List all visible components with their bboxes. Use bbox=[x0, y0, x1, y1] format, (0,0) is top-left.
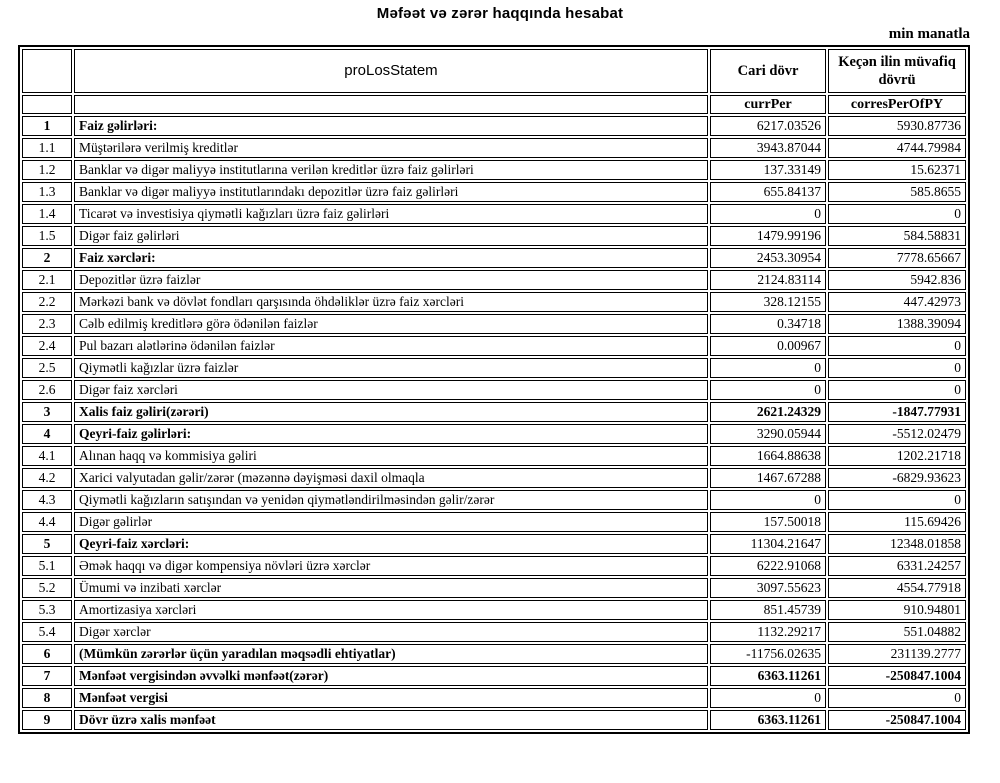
current-period-value: 6217.03526 bbox=[710, 116, 826, 136]
table-row bbox=[22, 490, 966, 510]
table-row bbox=[22, 710, 966, 730]
row-label-cell: Cəlb edilmiş kreditlərə görə ödənilən faizlər bbox=[74, 314, 708, 334]
previous-period-value: 585.8655 bbox=[828, 182, 966, 202]
row-label-cell: Mərkəzi bank və dövlət fondları qarşısında öhdəliklər üzrə faiz xərcləri bbox=[74, 292, 708, 312]
table-row bbox=[22, 622, 966, 642]
row-number-cell: 8 bbox=[22, 688, 72, 708]
row-label-cell: Xalis faiz gəliri(zərəri) bbox=[74, 402, 708, 422]
row-label-cell: Faiz gəlirləri: bbox=[74, 116, 708, 136]
table-row bbox=[22, 600, 966, 620]
current-period-value: 3943.87044 bbox=[710, 138, 826, 158]
current-period-value: 0.00967 bbox=[710, 336, 826, 356]
previous-period-value: 0 bbox=[828, 688, 966, 708]
current-period-value: 1467.67288 bbox=[710, 468, 826, 488]
row-label-cell: Faiz xərcləri: bbox=[74, 248, 708, 268]
row-label-cell: Pul bazarı alətlərinə ödənilən faizlər bbox=[74, 336, 708, 356]
table-row bbox=[22, 512, 966, 532]
row-label-cell: Digər faiz gəlirləri bbox=[74, 226, 708, 246]
row-number-cell: 2 bbox=[22, 248, 72, 268]
row-label-cell: Qiymətli kağızların satışından və yenidən qiymətləndirilməsindən gəlir/zərər bbox=[74, 490, 708, 510]
row-number-cell: 4 bbox=[22, 424, 72, 444]
table-row bbox=[22, 688, 966, 708]
table-row bbox=[22, 182, 966, 202]
previous-period-value: -250847.1004 bbox=[828, 710, 966, 730]
current-period-value: 137.33149 bbox=[710, 160, 826, 180]
current-period-value: 1479.99196 bbox=[710, 226, 826, 246]
table-row bbox=[22, 292, 966, 312]
table-row bbox=[22, 226, 966, 246]
current-period-value: 0 bbox=[710, 358, 826, 378]
current-period-value: 0.34718 bbox=[710, 314, 826, 334]
previous-period-value: 5942.836 bbox=[828, 270, 966, 290]
row-label-cell: Digər gəlirlər bbox=[74, 512, 708, 532]
table-row bbox=[22, 402, 966, 422]
row-label-cell: Depozitlər üzrə faizlər bbox=[74, 270, 708, 290]
previous-period-value: 5930.87736 bbox=[828, 116, 966, 136]
table-row bbox=[22, 336, 966, 356]
table-header-row bbox=[22, 49, 966, 93]
table-row bbox=[22, 468, 966, 488]
row-label-cell: Banklar və digər maliyyə institutlarına verilən kreditlər üzrə faiz gəlirləri bbox=[74, 160, 708, 180]
previous-period-value: 0 bbox=[828, 358, 966, 378]
table-row bbox=[22, 644, 966, 664]
row-number-cell: 9 bbox=[22, 710, 72, 730]
current-period-value: 0 bbox=[710, 490, 826, 510]
previous-period-value: 115.69426 bbox=[828, 512, 966, 532]
row-number-cell: 2.2 bbox=[22, 292, 72, 312]
table-row bbox=[22, 204, 966, 224]
row-number-cell: 3 bbox=[22, 402, 72, 422]
row-number-cell: 2.1 bbox=[22, 270, 72, 290]
row-label-cell: Banklar və digər maliyyə institutlarındakı depozitlər üzrə faiz gəlirləri bbox=[74, 182, 708, 202]
row-label-cell: Alınan haqq və kommisiya gəliri bbox=[74, 446, 708, 466]
previous-period-value: 6331.24257 bbox=[828, 556, 966, 576]
table-row bbox=[22, 314, 966, 334]
previous-period-value: 1202.21718 bbox=[828, 446, 966, 466]
row-label-cell: Ümumi və inzibati xərclər bbox=[74, 578, 708, 598]
table-row bbox=[22, 424, 966, 444]
row-label-cell: Mənfəət vergisi bbox=[74, 688, 708, 708]
row-number-cell: 2.5 bbox=[22, 358, 72, 378]
row-number-cell: 1.3 bbox=[22, 182, 72, 202]
row-number-cell: 1.5 bbox=[22, 226, 72, 246]
table-row bbox=[22, 446, 966, 466]
current-period-value: 851.45739 bbox=[710, 600, 826, 620]
row-number-cell: 1.4 bbox=[22, 204, 72, 224]
table-body bbox=[22, 116, 966, 730]
previous-period-value: -6829.93623 bbox=[828, 468, 966, 488]
current-period-value: 2453.30954 bbox=[710, 248, 826, 268]
header-previous-period-cell: Keçən ilin müvafiq dövrü bbox=[828, 49, 966, 93]
profit-loss-table bbox=[18, 45, 970, 734]
current-period-value: 0 bbox=[710, 204, 826, 224]
current-period-value: 157.50018 bbox=[710, 512, 826, 532]
row-label-cell: Dövr üzrə xalis mənfəət bbox=[74, 710, 708, 730]
table-row bbox=[22, 138, 966, 158]
row-label-cell: Mənfəət vergisindən əvvəlki mənfəət(zərər) bbox=[74, 666, 708, 686]
row-number-cell: 6 bbox=[22, 644, 72, 664]
row-label-cell: Əmək haqqı və digər kompensiya növləri üzrə xərclər bbox=[74, 556, 708, 576]
current-period-value: 3290.05944 bbox=[710, 424, 826, 444]
current-period-value: 328.12155 bbox=[710, 292, 826, 312]
subheader-statement-cell bbox=[74, 95, 708, 114]
current-period-value: 0 bbox=[710, 688, 826, 708]
previous-period-value: 12348.01858 bbox=[828, 534, 966, 554]
row-number-cell: 5.2 bbox=[22, 578, 72, 598]
table-row bbox=[22, 160, 966, 180]
row-number-cell: 1.2 bbox=[22, 160, 72, 180]
subheader-number-cell bbox=[22, 95, 72, 114]
page-title: Məfəət və zərər haqqında hesabat bbox=[376, 5, 624, 22]
current-period-value: 1664.88638 bbox=[710, 446, 826, 466]
row-number-cell: 4.2 bbox=[22, 468, 72, 488]
row-number-cell: 2.4 bbox=[22, 336, 72, 356]
row-label-cell: Ticarət və investisiya qiymətli kağızları üzrə faiz gəlirləri bbox=[74, 204, 708, 224]
current-period-value: 3097.55623 bbox=[710, 578, 826, 598]
row-number-cell: 2.3 bbox=[22, 314, 72, 334]
row-label-cell: Qeyri-faiz xərcləri: bbox=[74, 534, 708, 554]
previous-period-value: 0 bbox=[828, 490, 966, 510]
previous-period-value: 910.94801 bbox=[828, 600, 966, 620]
previous-period-value: 1388.39094 bbox=[828, 314, 966, 334]
previous-period-value: 447.42973 bbox=[828, 292, 966, 312]
row-number-cell: 5 bbox=[22, 534, 72, 554]
current-period-value: 655.84137 bbox=[710, 182, 826, 202]
previous-period-value: 7778.65667 bbox=[828, 248, 966, 268]
previous-period-value: 551.04882 bbox=[828, 622, 966, 642]
previous-period-value: -5512.02479 bbox=[828, 424, 966, 444]
previous-period-value: 0 bbox=[828, 380, 966, 400]
current-period-value: 2621.24329 bbox=[710, 402, 826, 422]
unit-note: min manatla bbox=[888, 26, 970, 42]
table-row bbox=[22, 578, 966, 598]
previous-period-value: 0 bbox=[828, 204, 966, 224]
row-label-cell: Qeyri-faiz gəlirləri: bbox=[74, 424, 708, 444]
subheader-current-code-cell: currPer bbox=[710, 95, 826, 114]
header-statement-cell: proLosStatem bbox=[74, 49, 708, 93]
table-subheader-row bbox=[22, 95, 966, 114]
row-number-cell: 4.3 bbox=[22, 490, 72, 510]
row-number-cell: 4.4 bbox=[22, 512, 72, 532]
table-row bbox=[22, 116, 966, 136]
row-number-cell: 2.6 bbox=[22, 380, 72, 400]
previous-period-value: -1847.77931 bbox=[828, 402, 966, 422]
table-row bbox=[22, 666, 966, 686]
row-label-cell: Amortizasiya xərcləri bbox=[74, 600, 708, 620]
row-number-cell: 5.1 bbox=[22, 556, 72, 576]
table-row bbox=[22, 534, 966, 554]
row-label-cell: Digər xərclər bbox=[74, 622, 708, 642]
row-label-cell: Digər faiz xərcləri bbox=[74, 380, 708, 400]
current-period-value: 6363.11261 bbox=[710, 710, 826, 730]
table-row bbox=[22, 556, 966, 576]
previous-period-value: 15.62371 bbox=[828, 160, 966, 180]
current-period-value: 1132.29217 bbox=[710, 622, 826, 642]
table-row bbox=[22, 248, 966, 268]
current-period-value: 6222.91068 bbox=[710, 556, 826, 576]
row-number-cell: 7 bbox=[22, 666, 72, 686]
row-label-cell: Müştərilərə verilmiş kreditlər bbox=[74, 138, 708, 158]
row-label-cell: Xarici valyutadan gəlir/zərər (məzənnə dəyişməsi daxil olmaqla bbox=[74, 468, 708, 488]
previous-period-value: -250847.1004 bbox=[828, 666, 966, 686]
row-number-cell: 4.1 bbox=[22, 446, 72, 466]
subheader-previous-code-cell: corresPerOfPY bbox=[828, 95, 966, 114]
previous-period-value: 231139.2777 bbox=[828, 644, 966, 664]
header-current-period-cell: Cari dövr bbox=[710, 49, 826, 93]
current-period-value: -11756.02635 bbox=[710, 644, 826, 664]
previous-period-value: 584.58831 bbox=[828, 226, 966, 246]
row-label-cell: (Mümkün zərərlər üçün yaradılan məqsədli ehtiyatlar) bbox=[74, 644, 708, 664]
header-number-cell bbox=[22, 49, 72, 93]
table-row bbox=[22, 358, 966, 378]
current-period-value: 11304.21647 bbox=[710, 534, 826, 554]
previous-period-value: 0 bbox=[828, 336, 966, 356]
current-period-value: 0 bbox=[710, 380, 826, 400]
current-period-value: 6363.11261 bbox=[710, 666, 826, 686]
current-period-value: 2124.83114 bbox=[710, 270, 826, 290]
row-label-cell: Qiymətli kağızlar üzrə faizlər bbox=[74, 358, 708, 378]
table-row bbox=[22, 380, 966, 400]
row-number-cell: 5.3 bbox=[22, 600, 72, 620]
row-number-cell: 1.1 bbox=[22, 138, 72, 158]
row-number-cell: 1 bbox=[22, 116, 72, 136]
previous-period-value: 4744.79984 bbox=[828, 138, 966, 158]
row-number-cell: 5.4 bbox=[22, 622, 72, 642]
previous-period-value: 4554.77918 bbox=[828, 578, 966, 598]
table-row bbox=[22, 270, 966, 290]
